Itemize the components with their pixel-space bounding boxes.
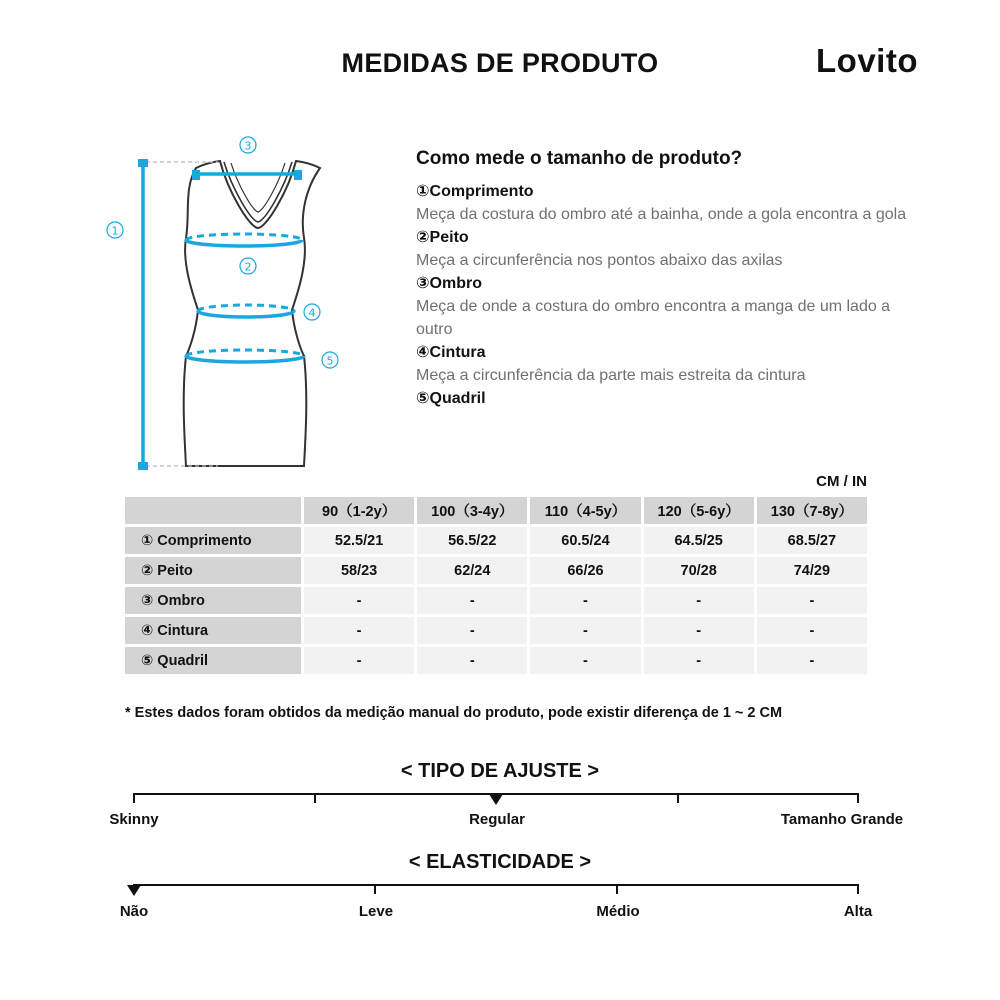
measure-description: Meça da costura do ombro até a bainha, onde a gola encontra a gola — [416, 206, 907, 223]
measure-name: ③Ombro — [416, 275, 482, 292]
fit-tick — [857, 793, 859, 803]
table-corner — [125, 497, 301, 524]
measure-item-shoulder — [416, 272, 916, 341]
table-cell: - — [530, 647, 640, 674]
table-cell: - — [530, 617, 640, 644]
table-cell: - — [757, 617, 867, 644]
table-cell: - — [644, 587, 754, 614]
measure-item-hip — [416, 387, 916, 410]
row-label: ③ Ombro — [125, 587, 301, 614]
measure-description: Meça a circunferência nos pontos abaixo das axilas — [416, 252, 783, 269]
table-row — [125, 587, 867, 614]
elasticity-label-light: Leve — [358, 903, 394, 920]
table-cell: - — [304, 647, 414, 674]
measure-item-waist — [416, 341, 916, 387]
page-title: MEDIDAS DE PRODUTO — [341, 48, 659, 78]
marker-length — [107, 222, 123, 238]
table-cell: - — [417, 647, 527, 674]
table-cell: - — [757, 647, 867, 674]
svg-text:1: 1 — [111, 224, 119, 238]
elasticity-tick — [857, 884, 859, 894]
table-row — [125, 527, 867, 554]
fit-tick — [314, 793, 316, 803]
measure-description: Meça de onde a costura do ombro encontra a manga de um lado a outro — [416, 298, 891, 338]
table-cell: - — [644, 647, 754, 674]
elasticity-label-none: Não — [119, 903, 149, 920]
svg-text:2: 2 — [244, 260, 252, 274]
fit-label-regular: Regular — [469, 811, 525, 828]
table-cell: 66/26 — [530, 557, 640, 584]
measure-name: ⑤Quadril — [416, 390, 486, 407]
dress-diagram — [100, 130, 360, 480]
table-header-row — [125, 497, 867, 524]
table-cell: 64.5/25 — [644, 527, 754, 554]
row-label: ② Peito — [125, 557, 301, 584]
column-header: 110（4-5y） — [530, 497, 640, 524]
table-cell: - — [417, 617, 527, 644]
elasticity-tick — [374, 884, 376, 894]
svg-text:4: 4 — [308, 306, 316, 320]
marker-chest — [240, 258, 256, 274]
how-to-measure — [416, 148, 916, 410]
table-cell: 56.5/22 — [417, 527, 527, 554]
table-cell: 68.5/27 — [757, 527, 867, 554]
row-label: ① Comprimento — [125, 527, 301, 554]
table-cell: 70/28 — [644, 557, 754, 584]
elasticity-title: < ELASTICIDADE > — [408, 851, 592, 873]
table-cell: - — [304, 587, 414, 614]
measure-item-length — [416, 180, 916, 226]
brand-logo: Lovito — [816, 42, 918, 79]
elasticity-label-medium: Médio — [596, 903, 640, 920]
measure-name: ①Comprimento — [416, 183, 534, 200]
fit-label-skinny: Skinny — [109, 811, 159, 828]
fit-tick — [133, 793, 135, 803]
table-row — [125, 557, 867, 584]
elasticity-scale-line — [133, 884, 859, 886]
column-header: 100（3-4y） — [417, 497, 527, 524]
marker-hip — [322, 352, 338, 368]
table-row — [125, 617, 867, 644]
measure-name: ②Peito — [416, 229, 469, 246]
table-cell: - — [757, 587, 867, 614]
fit-label-large: Tamanho Grande — [780, 811, 904, 828]
table-cell: - — [304, 617, 414, 644]
table-row — [125, 647, 867, 674]
units-label: CM / IN — [816, 473, 867, 490]
table-cell: 58/23 — [304, 557, 414, 584]
column-header: 130（7-8y） — [757, 497, 867, 524]
table-cell: 60.5/24 — [530, 527, 640, 554]
measure-description: Meça a circunferência da parte mais estreita da cintura — [416, 367, 806, 384]
elasticity-selected-marker — [127, 885, 141, 896]
table-cell: - — [417, 587, 527, 614]
fit-selected-marker — [489, 794, 503, 805]
table-cell: 62/24 — [417, 557, 527, 584]
fit-type-title: < TIPO DE AJUSTE > — [400, 760, 600, 782]
how-to-measure-title: Como mede o tamanho de produto? — [416, 148, 743, 169]
svg-text:3: 3 — [244, 139, 252, 153]
measurement-note: * Estes dados foram obtidos da medição manual do produto, pode existir diferença de 1 ~ 2 CM — [125, 705, 783, 721]
elasticity-label-high: Alta — [843, 903, 873, 920]
table-cell: - — [644, 617, 754, 644]
elasticity-tick — [616, 884, 618, 894]
measure-name: ④Cintura — [416, 344, 486, 361]
measure-item-chest — [416, 226, 916, 272]
column-header: 90（1-2y） — [304, 497, 414, 524]
table-cell: - — [530, 587, 640, 614]
table-cell: 52.5/21 — [304, 527, 414, 554]
row-label: ④ Cintura — [125, 617, 301, 644]
marker-shoulder — [240, 137, 256, 153]
svg-text:5: 5 — [326, 354, 334, 368]
row-label: ⑤ Quadril — [125, 647, 301, 674]
size-table — [122, 494, 870, 677]
marker-waist — [304, 304, 320, 320]
fit-tick — [677, 793, 679, 803]
column-header: 120（5-6y） — [644, 497, 754, 524]
table-cell: 74/29 — [757, 557, 867, 584]
